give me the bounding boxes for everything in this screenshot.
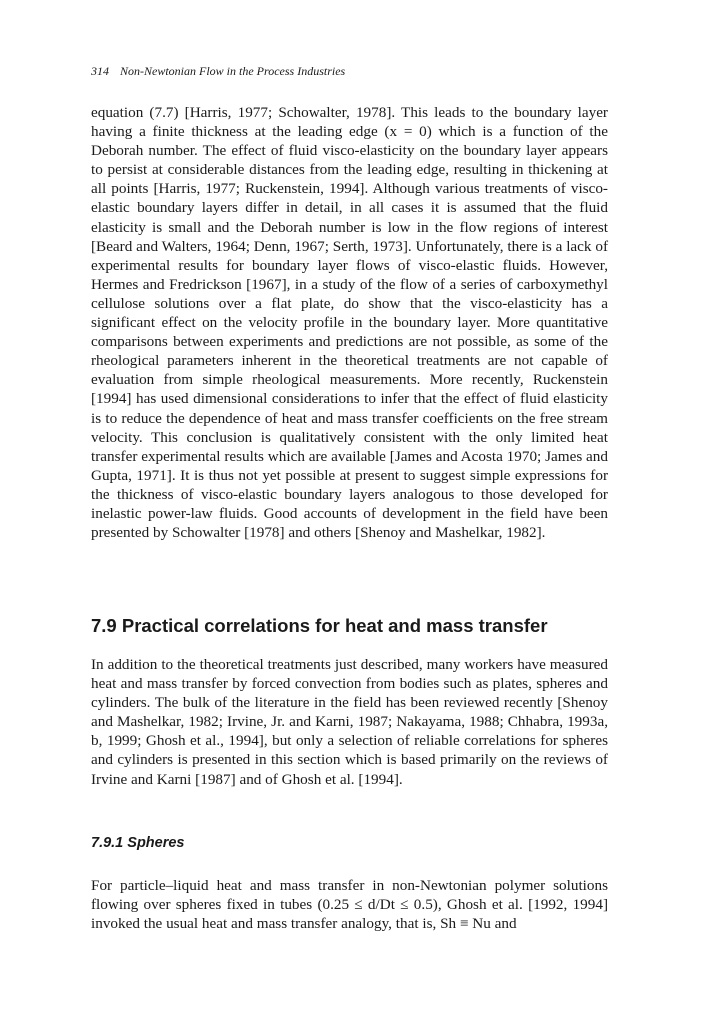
running-head [91,64,608,79]
paragraph-section-intro: In addition to the theoretical treatments just described, many workers have measured heat and mass transfer by forced convection from bodies such as plates, spheres and cylinders. The bulk of the literature in the field has been reviewed recently [Shenoy and Mashelkar, 1982; Irvine, Jr. and Karni, 1987; Nakayama, 1988; Chhabra, 1993a, b, 1999; Ghosh et al., 1994], but only a selection of reliable correlations for spheres and cylinders is presented in this section which is based primarily on the reviews of Irvine and Karni [1987] and of Ghosh et al. [1994]. [91,656,608,788]
page-number: 314 [91,64,109,78]
paragraph-continuation: equation (7.7) [Harris, 1977; Schowalter, 1978]. This leads to the boundary layer having a finite thickness at the leading edge (x = 0) which is a function of the Deborah number. The effect of fluid visco-elasticity on the boundary layer appears to persist at considerable distances from the leading edge, resulting in thickening at all points [Harris, 1977; Ruckenstein, 1994]. Although various treatments of visco-elastic boundary layers differ in detail, in all cases it is assumed that the fluid elasticity is small and the Deborah number is low in the flow regions of interest [Beard and Walters, 1964; Denn, 1967; Serth, 1973]. Unfortunately, there is a lack of experimental results for boundary layer flows of visco-elastic fluids. However, Hermes and Fredrickson [1967], in a study of the flow of a series of carboxymethyl cellulose solutions over a flat plate, do show that the visco-elasticity has a significant effect on the velocity profile in the boundary layer. More quantitative comparisons between experiments and predictions are not possible, as some of the rheological parameters inherent in the theoretical treatments are not capable of evaluation from simple rheological measurements. More recently, Ruckenstein [1994] has used dimensional considerations to infer that the effect of fluid elasticity is to reduce the dependence of heat and mass transfer coefficients on the free stream velocity. This conclusion is qualitatively consistent with the only limited heat transfer experimental results which are available [James and Acosta 1970; James and Gupta, 1971]. It is thus not yet possible at present to suggest simple expressions for the thickness of visco-elastic boundary layers analogous to those developed for inelastic power-law fluids. Good accounts of development in the field have been presented by Schowalter [1978] and others [Shenoy and Mashelkar, 1982]. [91,104,608,542]
section-heading: 7.9 Practical correlations for heat and mass transfer [91,615,548,636]
subsection-heading: 7.9.1 Spheres [91,835,185,851]
paragraph-spheres-intro: For particle–liquid heat and mass transfer in non-Newtonian polymer solutions flowing over spheres fixed in tubes (0.25 ≤ d/Dt ≤ 0.5), Ghosh et al. [1992, 1994] invoked the usual heat and mass transfer analogy, that is, Sh ≡ Nu and [91,877,608,933]
book-title: Non-Newtonian Flow in the Process Industries [120,64,346,78]
